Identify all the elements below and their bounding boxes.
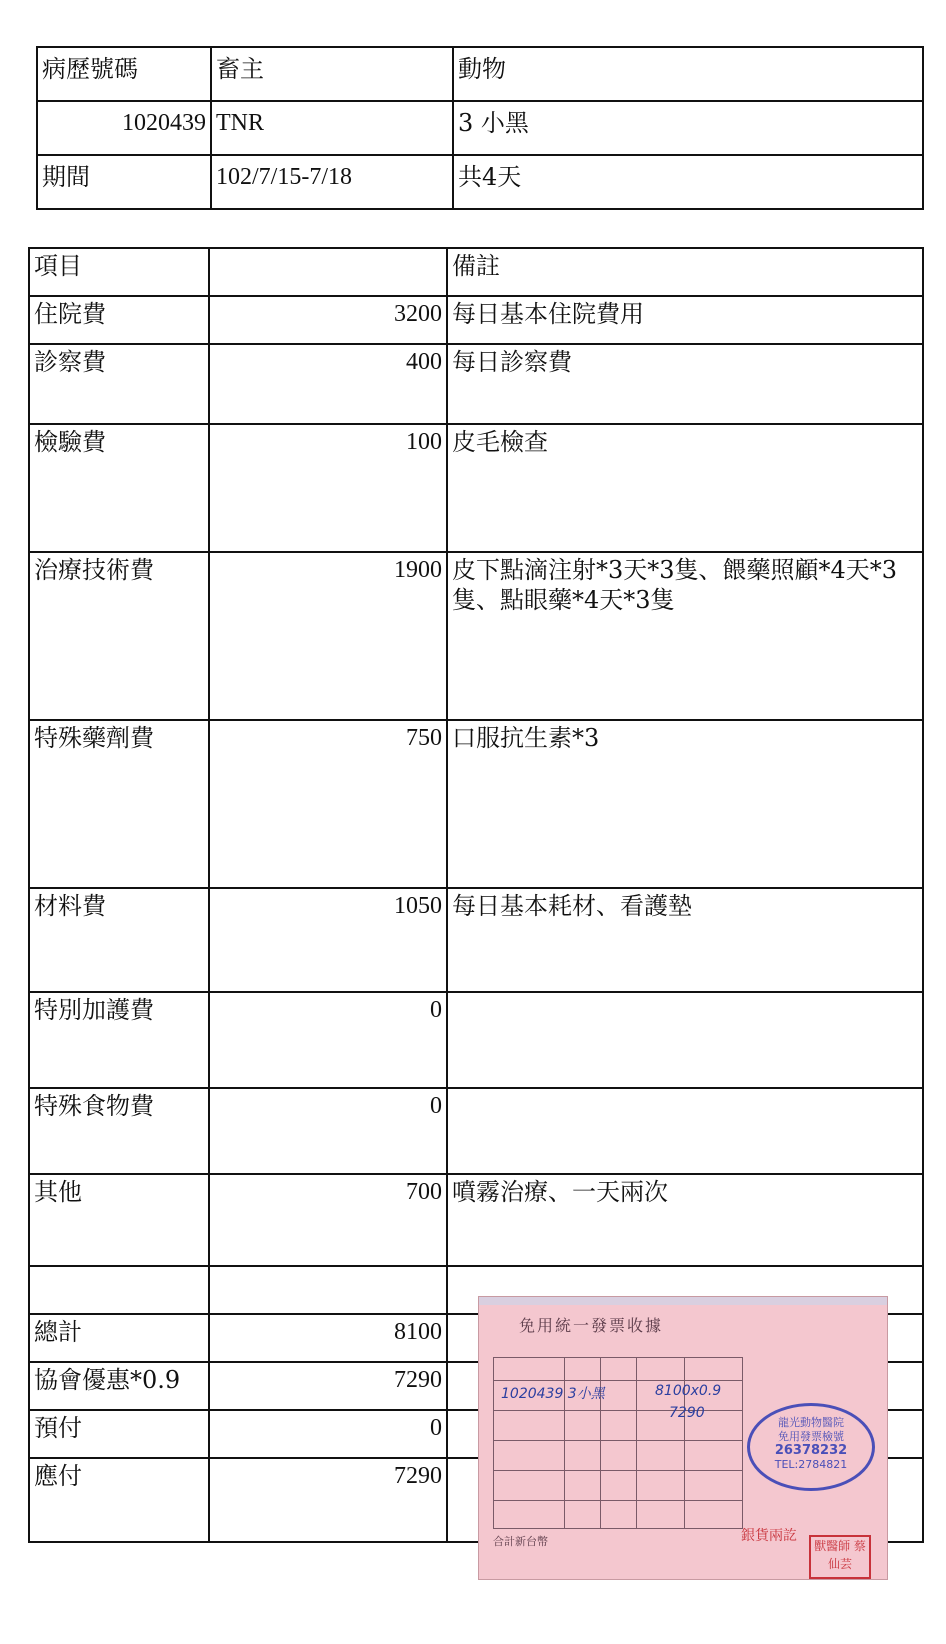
item-header: 項目: [29, 248, 209, 296]
fee-row: [29, 1174, 923, 1266]
fee-amount: 1900: [209, 552, 447, 720]
fee-row: [29, 344, 923, 424]
fee-item: 治療技術費: [29, 552, 209, 720]
fee-item: 其他: [29, 1174, 209, 1266]
info-period-row: [37, 155, 923, 209]
animal-value: 3 小黑: [453, 101, 923, 155]
fee-row: [29, 888, 923, 992]
fee-note: 每日基本住院費用: [447, 296, 923, 344]
fee-item: 診察費: [29, 344, 209, 424]
fee-row: [29, 424, 923, 552]
fee-note: 每日診察費: [447, 344, 923, 424]
owner-header: 畜主: [211, 47, 453, 101]
receipt-stack-edge: [479, 1297, 887, 1305]
animal-header: 動物: [453, 47, 923, 101]
record-no-header: 病歷號碼: [37, 47, 211, 101]
fee-row: [29, 720, 923, 888]
fee-amount: 750: [209, 720, 447, 888]
summary-amount: 0: [209, 1410, 447, 1458]
fee-note: 每日基本耗材、看護墊: [447, 888, 923, 992]
summary-amount: 7290: [209, 1458, 447, 1542]
fee-row: [29, 296, 923, 344]
vet-seal: 獸醫師 蔡仙芸: [809, 1535, 871, 1579]
summary-amount: 7290: [209, 1362, 447, 1410]
handwritten-amount: 8100x0.9: [655, 1383, 722, 1399]
amount-header: [209, 248, 447, 296]
patient-info-table: [36, 46, 924, 210]
fee-amount: 100: [209, 424, 447, 552]
summary-item: 總計: [29, 1314, 209, 1362]
fee-note: 皮毛檢查: [447, 424, 923, 552]
record-no-value: 1020439: [37, 101, 211, 155]
info-header-row: [37, 47, 923, 101]
handwritten-item: 1020439 3小黑: [501, 1386, 605, 1402]
fee-amount: 3200: [209, 296, 447, 344]
fee-amount: 700: [209, 1174, 447, 1266]
period-label: 期間: [37, 155, 211, 209]
fee-item: 住院費: [29, 296, 209, 344]
summary-amount: 8100: [209, 1314, 447, 1362]
summary-item: 應付: [29, 1458, 209, 1542]
fee-row: [29, 552, 923, 720]
fee-row: [29, 992, 923, 1088]
fee-header-row: [29, 248, 923, 296]
fee-note: [447, 992, 923, 1088]
fee-amount: 1050: [209, 888, 447, 992]
fee-note: 皮下點滴注射*3天*3隻、餵藥照顧*4天*3隻、點眼藥*4天*3隻: [447, 552, 923, 720]
owner-value: TNR: [211, 101, 453, 155]
fee-amount: 0: [209, 1088, 447, 1174]
fee-row: [29, 1088, 923, 1174]
fee-amount: 400: [209, 344, 447, 424]
receipt-footer: 合計新台幣: [493, 1535, 548, 1548]
handwritten-total: 7290: [669, 1405, 705, 1421]
fee-note: 噴霧治療、一天兩次: [447, 1174, 923, 1266]
fee-item: 特別加護費: [29, 992, 209, 1088]
fee-item: 材料費: [29, 888, 209, 992]
fee-note: 口服抗生素*3: [447, 720, 923, 888]
receipt-title: 免用統一發票收據: [519, 1316, 664, 1335]
period-days: 共4天: [453, 155, 923, 209]
summary-item: 預付: [29, 1410, 209, 1458]
fee-note: [447, 1088, 923, 1174]
paid-note: 銀貨兩訖: [741, 1528, 797, 1544]
receipt-photo: [478, 1296, 888, 1580]
fee-item: 特殊食物費: [29, 1088, 209, 1174]
fee-item: 特殊藥劑費: [29, 720, 209, 888]
period-value: 102/7/15-7/18: [211, 155, 453, 209]
note-header: 備註: [447, 248, 923, 296]
fee-amount: 0: [209, 992, 447, 1088]
fee-item: 檢驗費: [29, 424, 209, 552]
summary-item: 協會優惠*0.9: [29, 1362, 209, 1410]
info-value-row: [37, 101, 923, 155]
clinic-stamp: 龍光動物醫院 免用發票檢號 26378232 TEL:2784821: [747, 1403, 875, 1491]
